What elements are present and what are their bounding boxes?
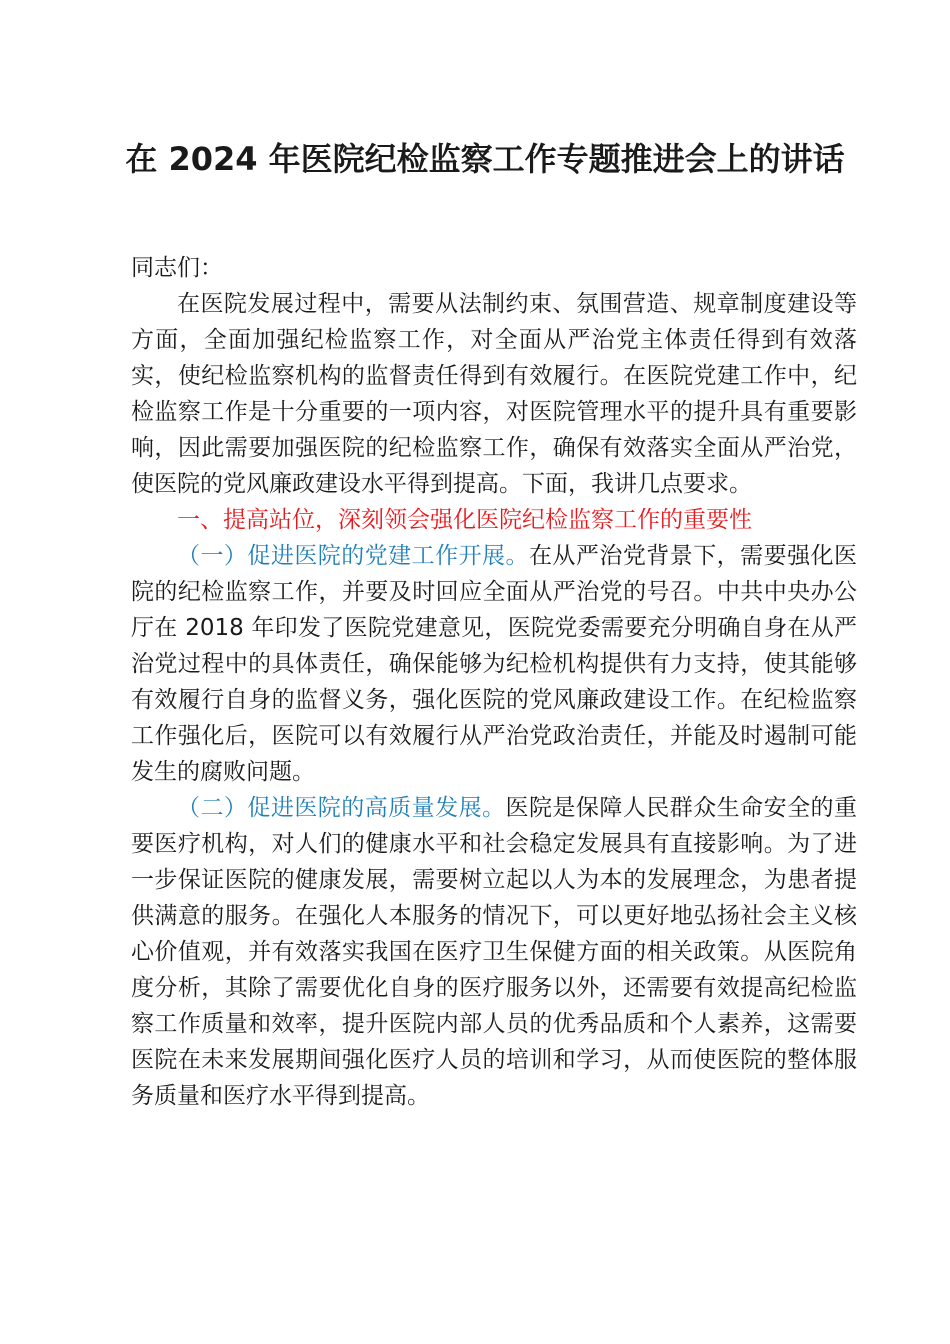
salutation: 同志们： [131, 255, 223, 281]
intro-paragraph: 在医院发展过程中，需要从法制约束、氛围营造、规章制度建设等方面，全面加强纪检监察工作，对全面从严治党主体责任得到有效落实，使纪检监察机构的监督责任得到有效履行。在医院党建工作中，纪检监察工作是十分重要的一项内容，对医院管理水平的提升具有重要影响，因此需要加强医院的纪检监察工作，确保有效落实全面从严治党，使医院的党风廉政建设水平得到提高。下面，我讲几点要求。 [131, 291, 857, 497]
subsection-1-paragraph [131, 538, 857, 790]
document-title: 在 2024 年医院纪检监察工作专题推进会上的讲话 [125, 140, 845, 178]
subsection-1-text: 在从严治党背景下，需要强化医院的纪检监察工作，并要及时回应全面从严治党的号召。中共中央办公厅在 2018 年印发了医院党建意见，医院党委需要充分明确自身在从严治党过程中的具体责任，确保能够为纪检机构提供有力支持，使其能够有效履行自身的监督义务，强化医院的党风廉政建设工作。在纪检监察工作强化后，医院可以有效履行从严治党政治责任，并能及时遏制可能发生的腐败问题。 [131, 543, 858, 785]
subsection-2-paragraph [131, 790, 857, 1114]
subsection-heading-1: （一）促进医院的党建工作开展。 [177, 543, 529, 569]
subsection-2-text: 医院是保障人民群众生命安全的重要医疗机构，对人们的健康水平和社会稳定发展具有直接影响。为了进一步保证医院的健康发展，需要树立起以人为本的发展理念，为患者提供满意的服务。在强化人本服务的情况下，可以更好地弘扬社会主义核心价值观，并有效落实我国在医疗卫生保健方面的相关政策。从医院角度分析，其除了需要优化自身的医疗服务以外，还需要有效提高纪检监察工作质量和效率，提升医院内部人员的优秀品质和个人素养，这需要医院在未来发展期间强化医疗人员的培训和学习，从而使医院的整体服务质量和医疗水平得到提高。 [131, 795, 858, 1109]
document-body [131, 250, 857, 1114]
subsection-heading-2: （二）促进医院的高质量发展。 [177, 795, 506, 821]
section-heading-1: 一、提高站位，深刻领会强化医院纪检监察工作的重要性 [177, 507, 752, 533]
